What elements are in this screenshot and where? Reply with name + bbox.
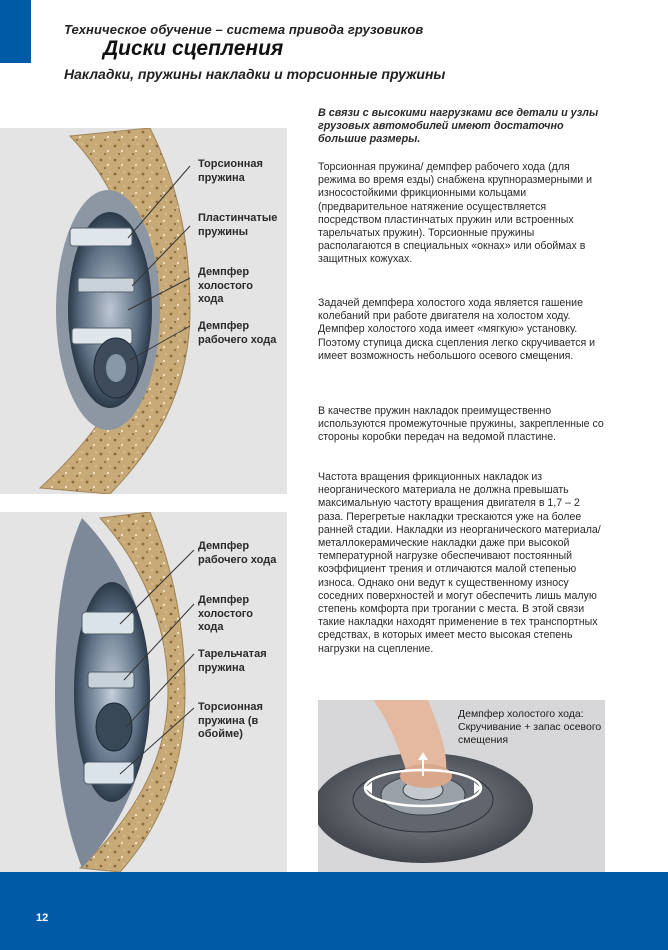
callout-idle-damper: Демпфер холостого хода xyxy=(198,266,253,305)
clutch-disc-figure-bottom xyxy=(0,512,287,872)
callout-drive-damper: Демпфер рабочего хода xyxy=(198,540,277,566)
page-subtitle: Накладки, пружины накладки и торсионные пружины xyxy=(64,66,446,82)
callout-leaf-springs: Пластинчатые пружины xyxy=(198,212,278,238)
photo-idle-damper-demo xyxy=(318,700,605,872)
footer-band xyxy=(0,872,668,950)
paragraph-idle-damper: Задачей демпфера холостого хода является гашение колебаний при работе двигателя на холостом ходу. Демпфер холостого хода имеет «мягкую» установку. Поэтому ступица диска сцепления легко скручивается и имеет возможность небольшого осевого смещения. xyxy=(318,297,596,362)
corner-accent-block xyxy=(0,0,31,63)
photo-caption: Демпфер холостого хода: Скручивание + запас осевого смещения xyxy=(458,708,602,746)
lead-paragraph: В связи с высокими нагрузками все детали и узлы грузовых автомобилей имеют достаточно большие размеры. xyxy=(318,107,599,146)
callout-idle-damper: Демпфер холостого хода xyxy=(198,594,253,633)
paragraph-lining-speed: Частота вращения фрикционных накладок из неорганического материала не должна превышать максимальную частоту вращения двигателя в 1,7 – 2 раза. Перегретые накладки трескаются уже на более ранней стадии. Накладки из неорганического материала/ металлокерамические накладки даже при высокой температурной нагрузке обеспечивают постоянный коэффициент трения и отличаются малой степенью износа. Однако они ведут к существенному износу соседних поверхностей и могут обеспечить лишь малую степень комфорта при трогании с места. В этой связи такие накладки находят применение в тех транспортных средствах, в которых имеет место высокая степень нагрузки на сцепление. xyxy=(318,471,601,655)
callout-drive-damper: Демпфер рабочего хода xyxy=(198,320,277,346)
callout-disc-spring: Тарельчатая пружина xyxy=(198,648,267,674)
paragraph-lining-springs: В качестве пружин накладок преимущественно используются промежуточные пружины, закрепленные со стороны коробки передач на ведомой пластине. xyxy=(318,405,604,444)
clutch-disc-figure-top xyxy=(0,128,287,494)
page-number: 12 xyxy=(36,912,49,924)
page-title: Диски сцепления xyxy=(103,37,284,60)
callout-torsion-spring: Торсионная пружина xyxy=(198,158,263,184)
paragraph-torsion-spring: Торсионная пружина/ демпфер рабочего хода (для режима во время езды) снабжена крупноразмерными и износостойкими фрикционными кольцами (предварительное натяжение осуществляется посредством пластинчатых пружин или встроенных тарельчатых пружин). Торсионные пружины располагаются в специальных «окнах» или обоймах в защитных кожухах. xyxy=(318,161,593,266)
callout-torsion-spring-cage: Торсионная пружина (в обойме) xyxy=(198,701,263,740)
series-heading: Техническое обучение – система привода грузовиков xyxy=(64,22,424,37)
